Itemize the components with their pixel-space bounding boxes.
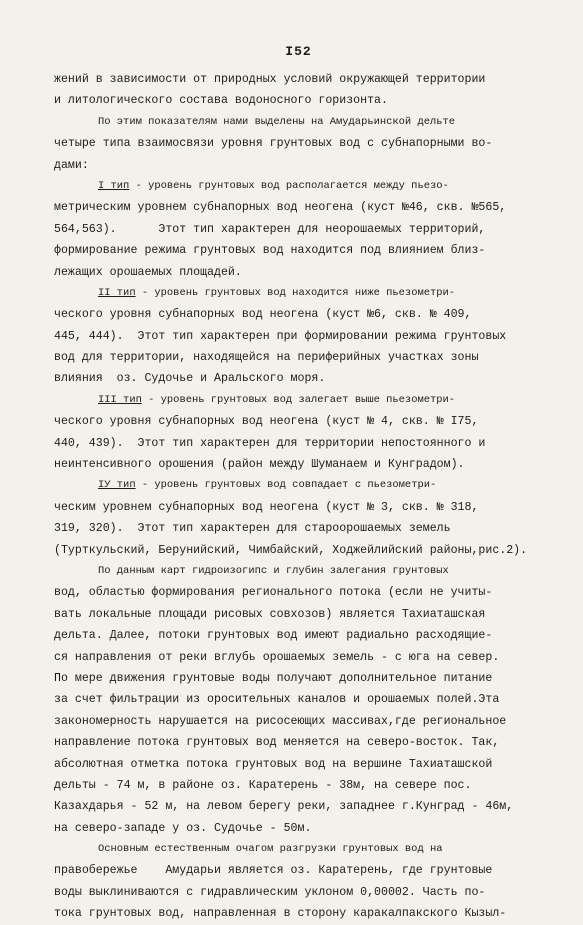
- text-line: [54, 112, 543, 133]
- line-text: и литологического состава водоносного горизонта.: [54, 94, 388, 108]
- text-line: [54, 796, 543, 817]
- type-label: I тип: [98, 179, 130, 192]
- text-line: [54, 304, 543, 325]
- text-line: [54, 219, 543, 240]
- text-line: [54, 604, 543, 625]
- text-line: [54, 90, 543, 111]
- text-line: [54, 582, 543, 603]
- line-text: 564,563). Этот тип характерен для неорошаемых территорий,: [54, 222, 486, 236]
- line-text: - уровень грунтовых вод располагается между пьезо-: [129, 179, 449, 192]
- line-text: 445, 444). Этот тип характерен при формировании режима грунтовых: [54, 329, 507, 343]
- text-line: [54, 497, 543, 518]
- line-text: метрическим уровнем субнапорных вод неогена (куст №46, скв. №565,: [54, 201, 507, 215]
- line-text: влияния оз. Судочье и Аральского моря.: [54, 372, 326, 386]
- text-line: [54, 240, 543, 261]
- line-text: абсолютная отметка потока грунтовых вод на вершине Тахиаташской: [54, 757, 493, 771]
- type-label: II тип: [98, 286, 136, 299]
- line-text: жений в зависимости от природных условий окружающей территории: [54, 73, 486, 86]
- line-text: ческого уровня субнапорных вод неогена (куст №6, скв. № 409,: [54, 308, 472, 322]
- line-text: на северо-западе у оз. Судочье - 50м.: [54, 821, 312, 835]
- line-text: Казахдарья - 52 м, на левом берегу реки, западнее г.Кунград - 46м,: [54, 800, 514, 814]
- text-line: [54, 326, 543, 347]
- text-line: [54, 454, 543, 475]
- text-line: [54, 475, 543, 496]
- text-line: [54, 839, 543, 860]
- page-number: I52: [285, 44, 312, 59]
- line-text: 440, 439). Этот тип характерен для территории непостоянного и: [54, 436, 486, 450]
- line-text: четыре типа взаимосвязи уровня грунтовых вод с субнапорными во-: [54, 137, 493, 151]
- text-line: [54, 882, 543, 903]
- text-line: [54, 133, 543, 154]
- text-line: [54, 754, 543, 775]
- line-text: По данным карт гидроизогипс и глубин залегания грунтовых: [98, 564, 449, 577]
- line-text: - уровень грунтовых вод залегает выше пьезометри-: [141, 393, 456, 406]
- line-text: вать локальные площади рисовых совхозов) является Тахиаташская: [54, 607, 486, 621]
- text-line: [54, 818, 543, 839]
- text-line: [54, 347, 543, 368]
- text-line: [54, 903, 543, 924]
- text-line: [54, 176, 543, 197]
- line-text: за счет фильтрации из оросительных каналов и орошаемых полей.Эта: [54, 693, 500, 707]
- text-line: [54, 283, 543, 304]
- line-text: вод, областью формирования регионального потока (если не учиты-: [54, 586, 493, 600]
- text-line: [54, 262, 543, 283]
- line-text: закономерность нарушается на рисосеющих массивах,где региональное: [54, 714, 507, 728]
- line-text: - уровень грунтовых вод совпадает с пьезометри-: [135, 479, 437, 492]
- line-text: формирование режима грунтовых вод находится под влиянием близ-: [54, 244, 486, 258]
- text-body: [54, 69, 543, 925]
- line-text: правобережье Амударьи является оз. Каратерень, где грунтовые: [54, 864, 493, 878]
- text-line: [54, 561, 543, 582]
- line-text: неинтенсивного орошения (район между Шуманаем и Кунградом).: [54, 458, 465, 472]
- text-line: [54, 155, 543, 176]
- text-line: [54, 390, 543, 411]
- text-line: [54, 860, 543, 881]
- line-text: дельта. Далее, потоки грунтовых вод имеют радиально расходящие-: [54, 629, 493, 643]
- line-text: ческим уровнем субнапорных вод неогена (куст № 3, скв. № 318,: [54, 500, 479, 514]
- line-text: дельты - 74 м, в районе оз. Каратерень - 38м, на севере пос.: [54, 778, 472, 792]
- text-line: [54, 689, 543, 710]
- line-text: воды выклиниваются с гидравлическим уклоном 0,00002. Часть по-: [54, 885, 486, 899]
- line-text: По мере движения грунтовые воды получают дополнительное питание: [54, 671, 493, 685]
- line-text: Основным естественным очагом разгрузки грунтовых вод на: [98, 843, 443, 856]
- text-line: [54, 647, 543, 668]
- line-text: - уровень грунтовых вод находится ниже пьезометри-: [135, 286, 456, 299]
- text-line: [54, 711, 543, 732]
- line-text: вод для территории, находящейся на периферийных участках зоны: [54, 351, 479, 365]
- line-text: лежащих орошаемых площадей.: [54, 265, 242, 279]
- line-text: ся направления от реки вглубь орошаемых земель - с юга на север.: [54, 650, 500, 664]
- text-line: [54, 625, 543, 646]
- text-line: [54, 69, 543, 90]
- text-line: [54, 411, 543, 432]
- text-line: [54, 368, 543, 389]
- text-line: [54, 668, 543, 689]
- type-label: IУ тип: [98, 479, 136, 492]
- line-text: дами:: [54, 158, 89, 172]
- type-label: III тип: [98, 393, 142, 406]
- text-line: [54, 433, 543, 454]
- text-line: [54, 540, 543, 561]
- line-text: (Турткульский, Берунийский, Чимбайский, Ходжейлийский районы,рис.2).: [54, 543, 528, 557]
- line-text: тока грунтовых вод, направленная в сторону каракалпакского Кызыл-: [54, 907, 507, 921]
- text-line: [54, 518, 543, 539]
- line-text: ческого уровня субнапорных вод неогена (куст № 4, скв. № I75,: [54, 415, 479, 429]
- text-line: [54, 775, 543, 796]
- line-text: По этим показателям нами выделены на Амударьинской дельте: [98, 115, 456, 128]
- line-text: 319, 320). Этот тип характерен для староорошаемых земель: [54, 522, 451, 536]
- text-line: [54, 197, 543, 218]
- line-text: направление потока грунтовых вод меняется на северо-восток. Так,: [54, 736, 500, 750]
- text-line: [54, 732, 543, 753]
